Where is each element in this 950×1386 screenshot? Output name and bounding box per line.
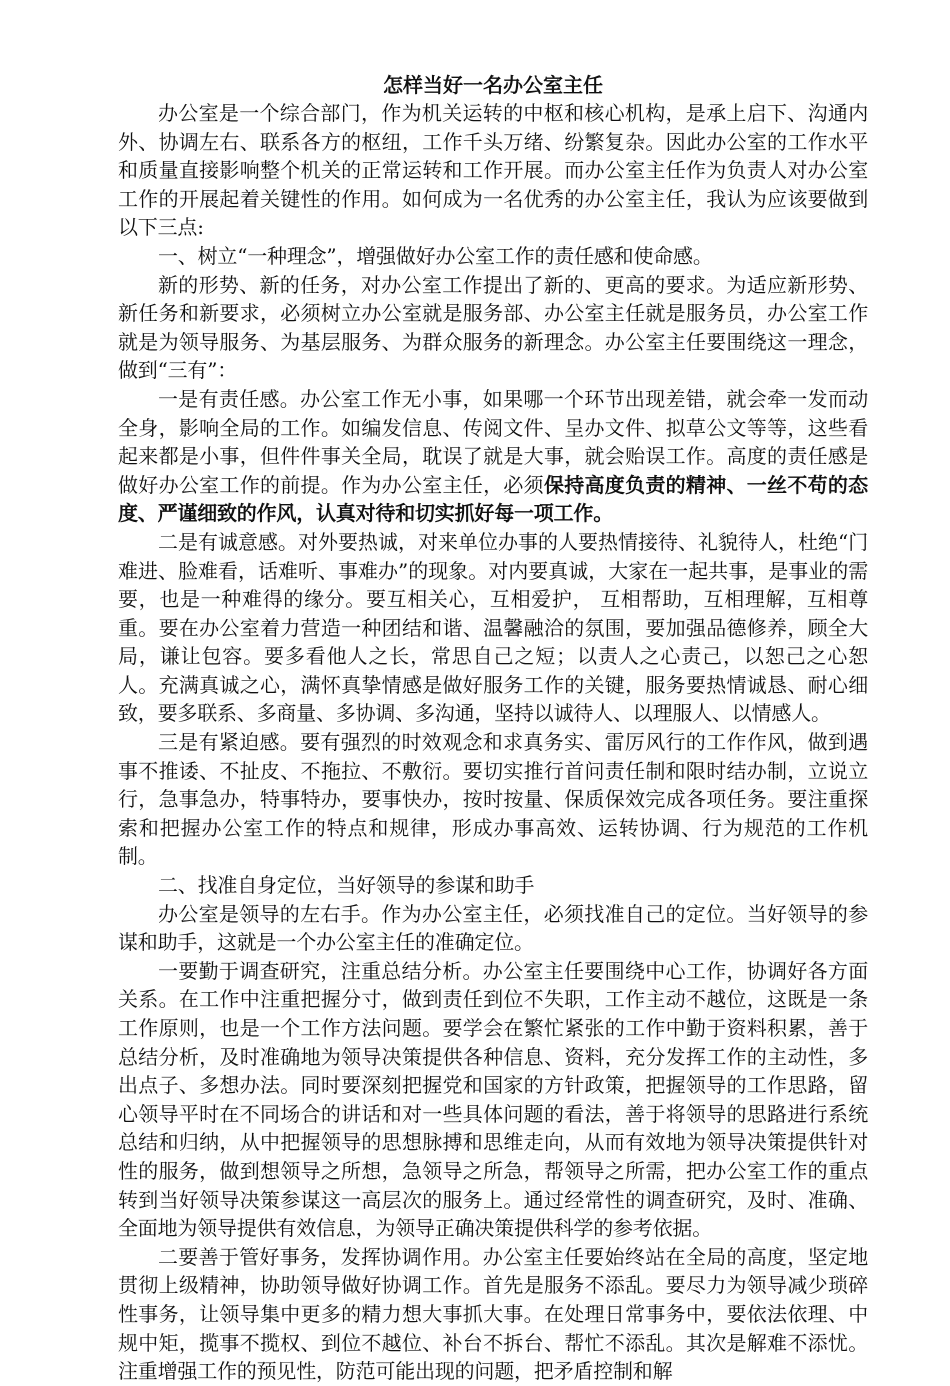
paragraph-sincerity: 二是有诚意感。对外要热诚，对来单位办事的人要热情接待、礼貌待人，杜绝“门难进、脸难看，话难听、事难办”的现象。对内要真诚，大家在一起共事，是事业的需要，也是一种难得的缘分。要互相关心，互相爱护， 互相帮助，互相理解，互相尊重。要在办公室着力营造一种团结和谐、温馨融洽的氛围，要加强品德修养，顾全大局，谦让包容。要多看他人之长，常思自己之短；以责人之心责己，以恕己之心恕人。充满真诚之心，满怀真挚情感是做好服务工作的关键，服务要热情诚恳、耐心细致，要多联系、多商量、多协调、多沟通，坚持以诚待人、以理服人、以情感人。 bbox=[118, 529, 868, 726]
paragraph-intro: 办公室是一个综合部门，作为机关运转的中枢和核心机构，是承上启下、沟通内外、协调左右、联系各方的枢纽，工作千头万绪、纷繁复杂。因此办公室的工作水平和质量直接影响整个机关的正常运转和工作开展。而办公室主任作为负责人对办公室工作的开展起着关键性的作用。如何成为一名优秀的办公室主任，我认为应该要做到以下三点: bbox=[118, 101, 868, 240]
paragraph-section-1-heading: 一、树立“一种理念”，增强做好办公室工作的责任感和使命感。 bbox=[158, 243, 713, 268]
paragraph-coordination: 二要善于管好事务，发挥协调作用。办公室主任要始终站在全局的高度，坚定地贯彻上级精神，协助领导做好协调工作。首先是服务不添乱。要尽力为领导减少琐碎性事务，让领导集中更多的精力想大事抓大事。在处理日常事务中，要依法依理、中规中矩，揽事不揽权、到位不越位、补台不拆台、帮忙不添乱。其次是解难不添忧。注重增强工作的预见性，防范可能出现的问题，把矛盾控制和解 bbox=[118, 1244, 868, 1384]
paragraph-new-concept: 新的形势、新的任务，对办公室工作提出了新的、更高的要求。为适应新形势、新任务和新要求，必须树立办公室就是服务部、办公室主任就是服务员，办公室工作就是为领导服务、为基层服务、为群众服务的新理念。办公室主任要围绕这一理念，做到“三有”： bbox=[118, 272, 868, 383]
paragraph-responsibility-bold-text: 保持高度负责的精神、一丝不苟的态度、严谨细致的作风，认真对待和切实抓好每一项工作。 bbox=[118, 472, 868, 526]
paragraph-positioning: 办公室是领导的左右手。作为办公室主任，必须找准自己的定位。当好领导的参谋和助手，这就是一个办公室主任的准确定位。 bbox=[118, 901, 868, 955]
document-title: 怎样当好一名办公室主任 bbox=[383, 73, 603, 97]
paragraph-responsibility-text: 一是有责任感。办公室工作无小事，如果哪一个环节出现差错，就会牵一发而动全身，影响全局的工作。如编发信息、传阅文件、呈办文件、拟草公文等等，这些看起来都是小事，但件件事关全局，耽误了就是大事，就会贻误工作。高度的责任感是做好办公室工作的前提。作为办公室主任，必须 bbox=[118, 386, 868, 497]
paragraph-responsibility bbox=[118, 385, 868, 528]
paragraph-urgency: 三是有紧迫感。要有强烈的时效观念和求真务实、雷厉风行的工作作风，做到遇事不推诿、不扯皮、不拖拉、不敷衍。要切实推行首问责任制和限时结办制，立说立行，急事急办，特事特办，要事快办，按时按量、保质保效完成各项任务。要注重探索和把握办公室工作的特点和规律，形成办事高效、运转协调、行为规范的工作机制。 bbox=[118, 730, 868, 869]
paragraph-section-2-heading: 二、找准自身定位，当好领导的参谋和助手 bbox=[158, 873, 535, 898]
paragraph-research: 一要勤于调查研究，注重总结分析。办公室主任要围绕中心工作，协调好各方面关系。在工作中注重把握分寸，做到责任到位不失职，工作主动不越位，这既是一条工作原则，也是一个工作方法问题。要学会在繁忙紧张的工作中勤于资料积累，善于总结分析，及时准确地为领导决策提供各种信息、资料，充分发挥工作的主动性，多出点子、多想办法。同时要深刻把握党和国家的方针政策，把握领导的工作思路，留心领导平时在不同场合的讲话和对一些具体问题的看法，善于将领导的思路进行系统总结和归纳，从中把握领导的思想脉搏和思维走向，从而有效地为领导决策提供针对性的服务，做到想领导之所想，急领导之所急，帮领导之所需，把办公室工作的重点转到当好领导决策参谋这一高层次的服务上。通过经常性的调查研究，及时、准确、全面地为领导提供有效信息，为领导正确决策提供科学的参考依据。 bbox=[118, 958, 868, 1241]
